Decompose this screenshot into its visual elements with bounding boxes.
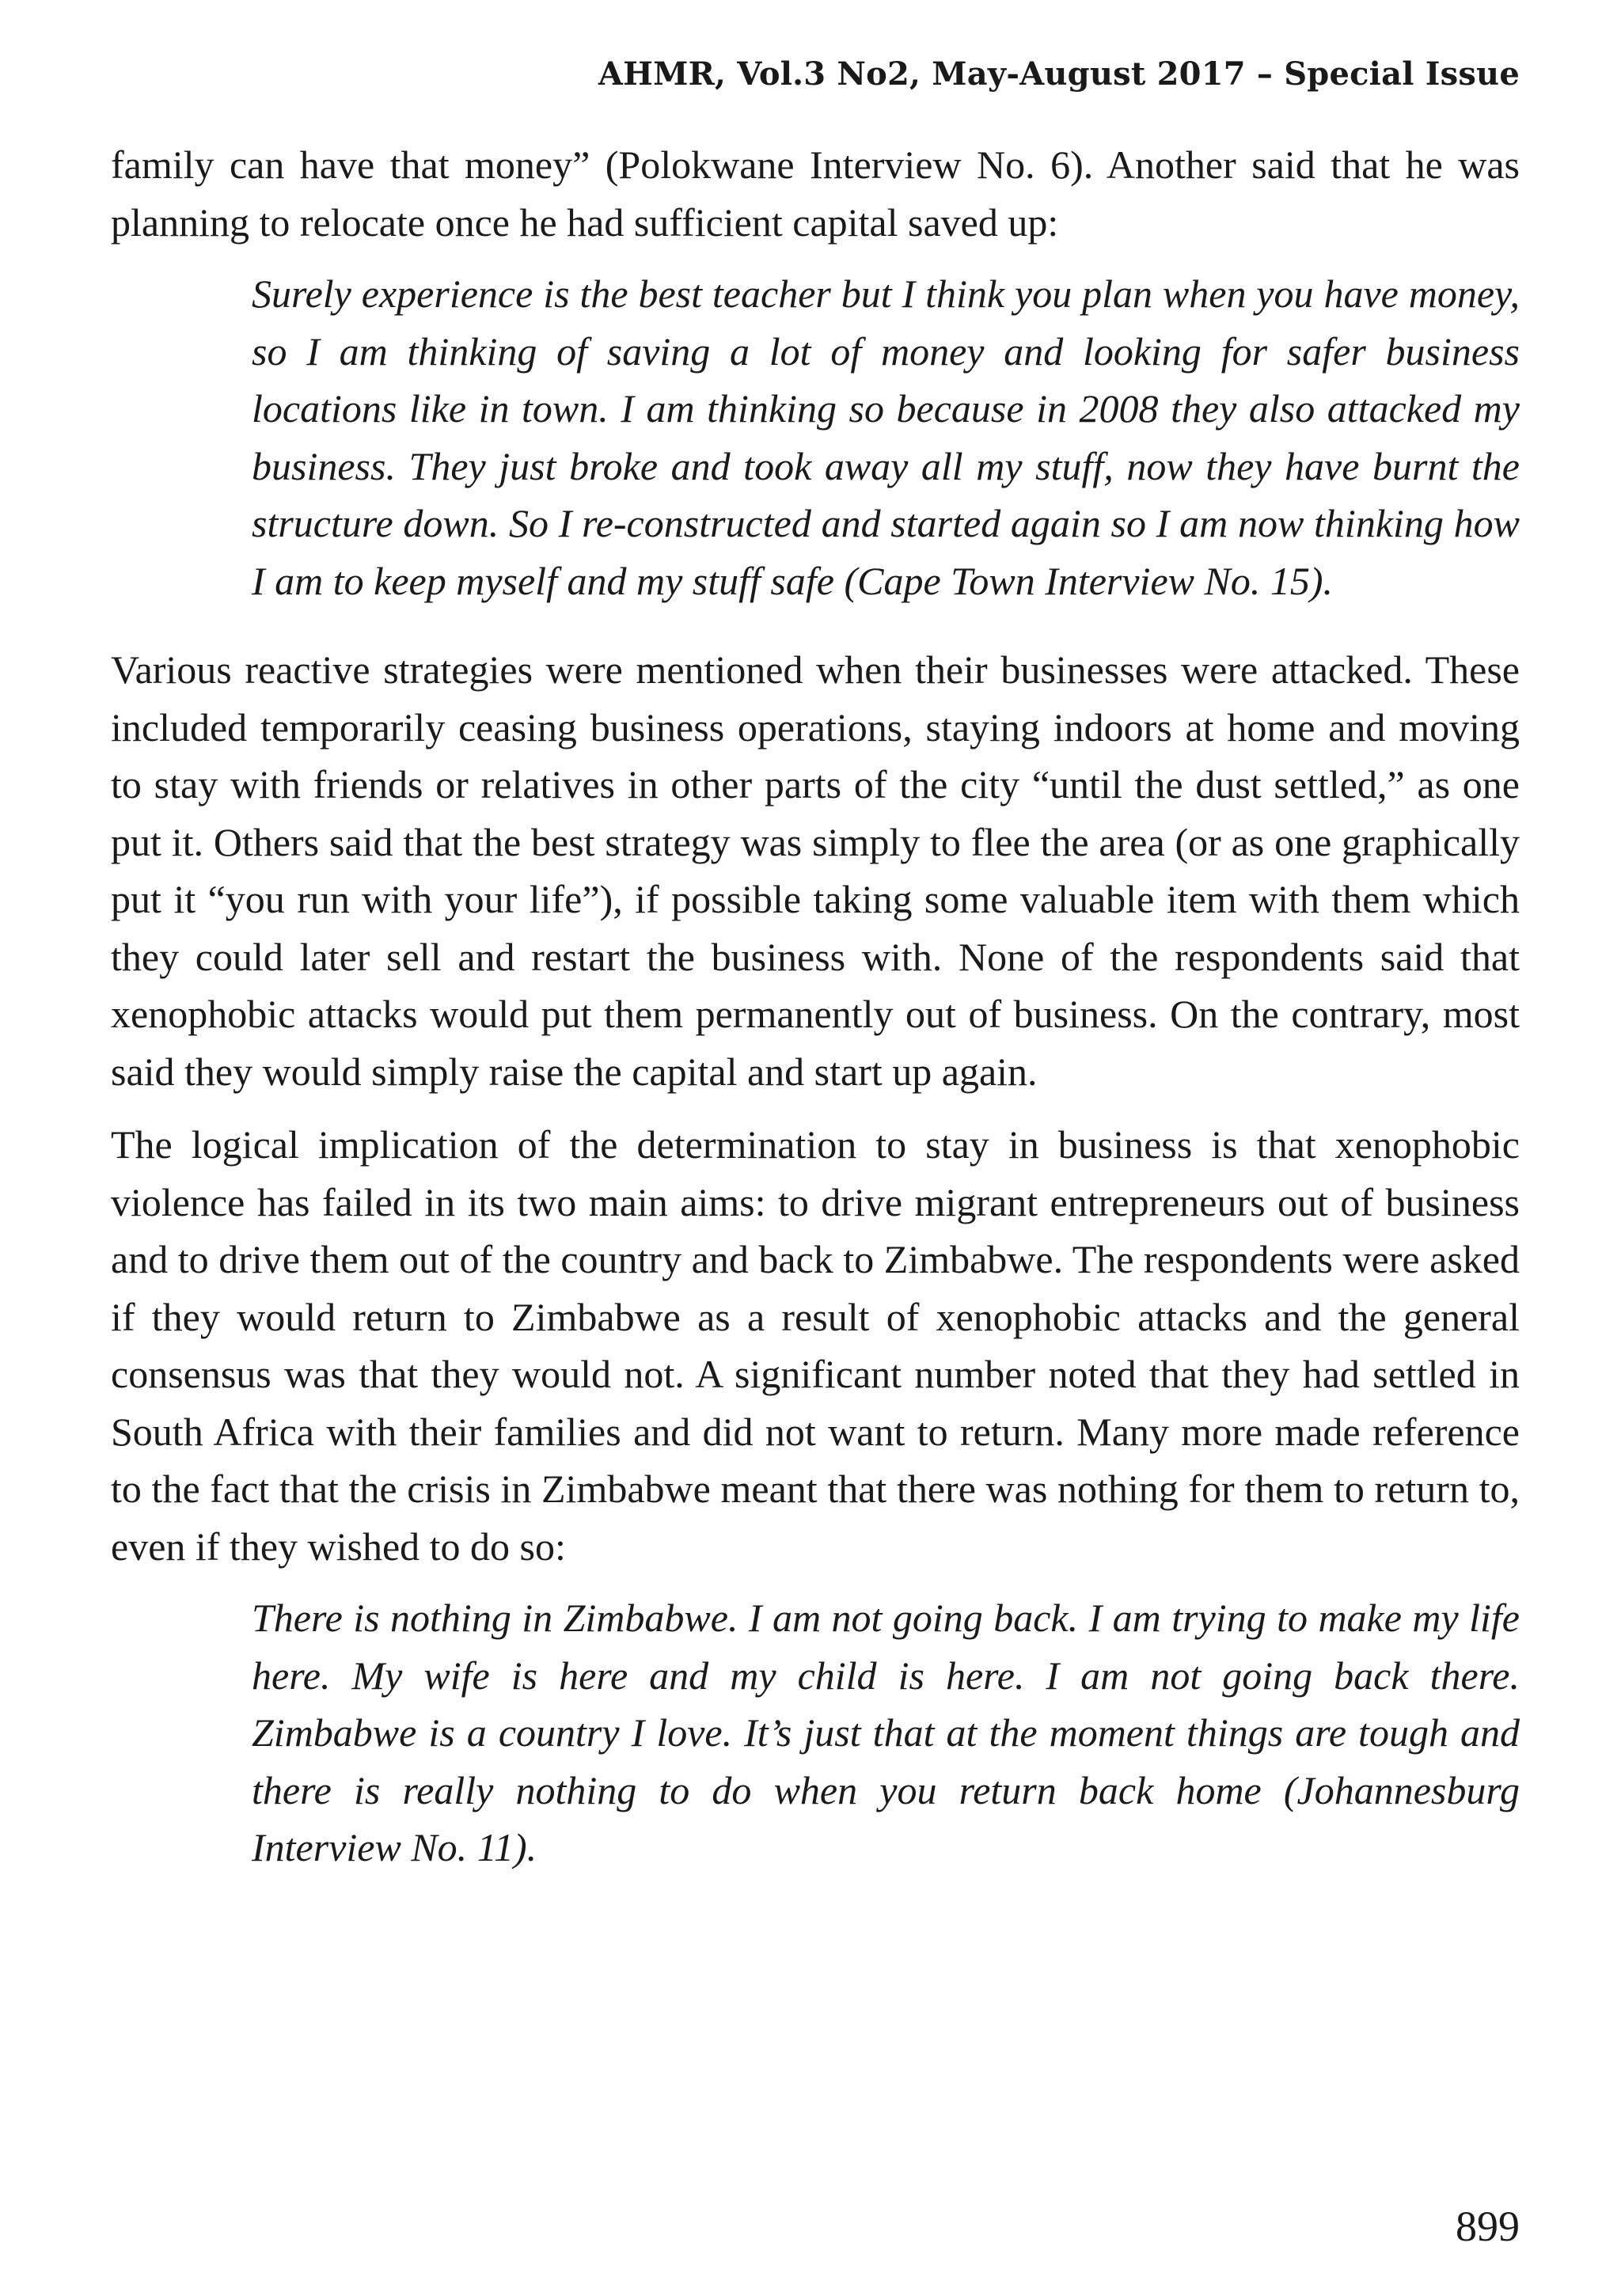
body-paragraph-3: The logical implication of the determination to stay in business is that xenophobic violence has failed in its two main aims: to drive migrant entrepreneurs out of business and to drive them out of the country and back to Zimbabwe. The respondents were asked if they would return to Zimbabwe as a result of xenophobic attacks and the general consensus was that they would not. A significant number noted that they had settled in South Africa with their families and did not want to return. Many more made reference to the fact that the crisis in Zimbabwe meant that there was nothing for them to return to, even if they wished to do so:: [111, 1122, 1520, 1569]
article-body: [111, 136, 1520, 1877]
page-number: 899: [1456, 2203, 1520, 2250]
block-quote-johannesburg: There is nothing in Zimbabwe. I am not going back. I am trying to make my life here. My wife is here and my child is here. I am not going back there. Zimbabwe is a country I love. It’s just that at the moment things are tough and there is really nothing to do when you return back home (Johannesburg Interview No. 11).: [252, 1596, 1520, 1869]
running-header: AHMR, Vol.3 No2, May-August 2017 – Special Issue: [598, 55, 1520, 93]
body-paragraph-2: Various reactive strategies were mentioned when their businesses were attacked. These included temporarily ceasing business operations, staying indoors at home and moving to stay with friends or relatives in other parts of the city “until the dust settled,” as one put it. Others said that the best strategy was simply to flee the area (or as one graphically put it “you run with your life”), if possible taking some valuable item with them which they could later sell and restart the business with. None of the respondents said that xenophobic attacks would put them permanently out of business. On the contrary, most said they would simply raise the capital and start up again.: [111, 647, 1520, 1094]
block-quote-cape-town: Surely experience is the best teacher but I think you plan when you have money, so I am thinking of saving a lot of money and looking for safer business locations like in town. I am thinking so because in 2008 they also attacked my business. They just broke and took away all my stuff, now they have burnt the structure down. So I re-constructed and started again so I am now thinking how I am to keep myself and my stuff safe (Cape Town Interview No. 15).: [252, 271, 1520, 603]
body-paragraph-1: family can have that money” (Polokwane Interview No. 6). Another said that he was planning to relocate once he had sufficient capital saved up:: [111, 142, 1520, 245]
